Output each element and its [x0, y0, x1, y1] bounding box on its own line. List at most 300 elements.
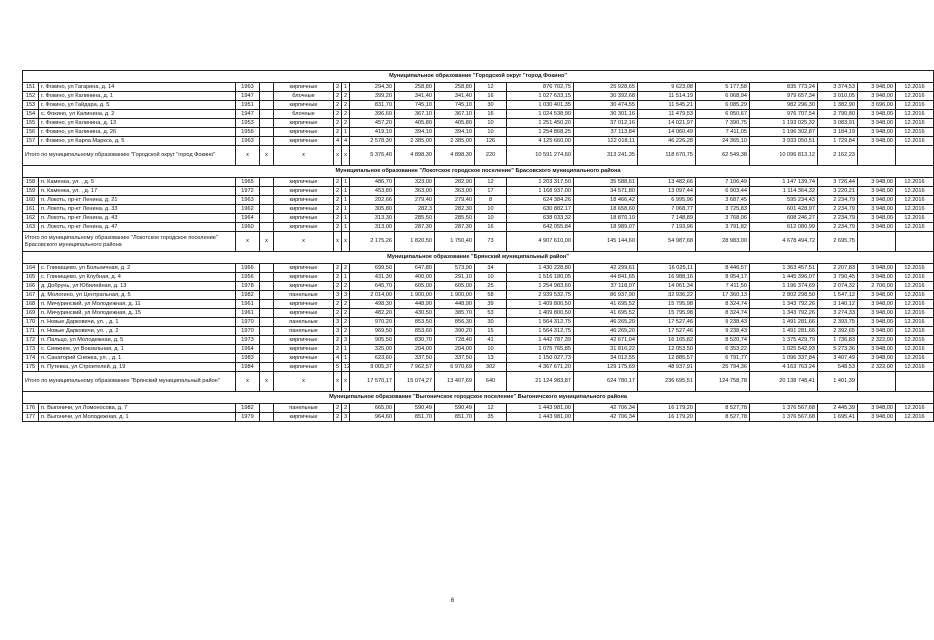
table-cell: 9 623,08: [638, 83, 696, 92]
table-cell: 1973: [236, 336, 260, 345]
table-cell: 3 407,49: [818, 354, 858, 363]
total-cell: 10 096 813,12: [750, 146, 818, 166]
table-cell: 279,40: [435, 196, 475, 205]
total-cell: 1 820,50: [395, 232, 435, 252]
table-cell: 204,00: [395, 345, 435, 354]
table-cell: 2 234,79: [818, 196, 858, 205]
table-cell: 3 696,00: [858, 101, 896, 110]
table-cell: 282,3: [395, 205, 435, 214]
table-cell: 3 948,00: [858, 83, 896, 92]
table-cell: 2: [334, 128, 342, 137]
table-cell: 3 948,00: [858, 214, 896, 223]
table-cell: 12 053,50: [638, 345, 696, 354]
table-cell: 2: [334, 214, 342, 223]
total-cell: 21 124 983,87: [507, 372, 574, 392]
total-cell: 313 241,35: [574, 146, 638, 166]
table-cell: 612 080,99: [750, 223, 818, 232]
total-cell: x: [274, 372, 334, 392]
table-cell: кирпичные: [274, 205, 334, 214]
table-cell: 16: [475, 223, 507, 232]
total-cell: x: [334, 146, 342, 166]
table-cell: 3 948,00: [858, 291, 896, 300]
table-cell: 35: [475, 413, 507, 422]
table-cell: 12.2016: [896, 83, 934, 92]
table-cell: 176: [23, 404, 39, 413]
table-cell: 3: [334, 327, 342, 336]
total-cell: [858, 146, 896, 166]
table-cell: 14 060,49: [638, 128, 696, 137]
table-cell: 154: [23, 110, 39, 119]
table-cell: 12.2016: [896, 92, 934, 101]
table-cell: 3 948,00: [858, 404, 896, 413]
table-cell: 2: [342, 119, 350, 128]
table-cell: 647,80: [395, 264, 435, 273]
table-cell: 17 527,46: [638, 327, 696, 336]
total-cell: 4 907 610,00: [507, 232, 574, 252]
table-cell: 173: [23, 345, 39, 354]
table-cell: кирпичные: [274, 264, 334, 273]
table-cell: 1963: [236, 196, 260, 205]
table-cell: 155: [23, 119, 39, 128]
table-cell: [260, 83, 274, 92]
table-cell: 156: [23, 128, 39, 137]
table-cell: 12.2016: [896, 264, 934, 273]
table-cell: 16 025,11: [638, 264, 696, 273]
table-cell: [260, 318, 274, 327]
table-cell: 41 695,52: [574, 309, 638, 318]
table-cell: кирпичные: [274, 273, 334, 282]
table-cell: панельные: [274, 327, 334, 336]
table-cell: [260, 300, 274, 309]
table-cell: кирпичные: [274, 101, 334, 110]
table-cell: 10: [475, 214, 507, 223]
table-cell: 41: [475, 336, 507, 345]
table-cell: 1 376 567,68: [750, 404, 818, 413]
table-cell: 1 025 542,93: [750, 345, 818, 354]
table-cell: [260, 363, 274, 372]
table-row: [23, 300, 934, 309]
total-cell: x: [236, 232, 260, 252]
table-cell: 42 299,61: [574, 264, 638, 273]
table-cell: 970,20: [350, 318, 395, 327]
table-cell: 25 794,36: [696, 363, 750, 372]
table-cell: 2: [334, 187, 342, 196]
table-cell: 12: [475, 178, 507, 187]
table-cell: 2: [334, 404, 342, 413]
table-cell: 9 238,43: [696, 318, 750, 327]
table-cell: 1: [342, 273, 350, 282]
section-title: Муниципальное образование "Выгоничское городское поселение" Выгоничского муниципального района: [23, 392, 934, 404]
table-cell: [260, 128, 274, 137]
table-cell: 7 106,49: [696, 178, 750, 187]
table-cell: 1982: [236, 291, 260, 300]
table-cell: 728,40: [435, 336, 475, 345]
table-cell: 1 376 567,68: [750, 413, 818, 422]
table-cell: 831,70: [350, 101, 395, 110]
table-cell: 1947: [236, 92, 260, 101]
table-cell: 12.2016: [896, 128, 934, 137]
table-cell: 405,80: [435, 119, 475, 128]
table-cell: п. Мичуринский, ул Молодежная, д. 11: [39, 300, 236, 309]
table-cell: [260, 178, 274, 187]
table-cell: 164: [23, 264, 39, 273]
table-cell: 2 207,83: [818, 264, 858, 273]
table-cell: 1951: [236, 101, 260, 110]
table-cell: 4: [342, 137, 350, 146]
total-label: Итого по муниципальному образованию "Локотское городское поселение" Брасовского муниципального района: [23, 232, 236, 252]
table-cell: 2: [334, 282, 342, 291]
table-cell: 2 385,00: [395, 137, 435, 146]
table-cell: 3 948,00: [858, 137, 896, 146]
table-cell: 1 900,00: [395, 291, 435, 300]
table-cell: 24 365,10: [696, 137, 750, 146]
table-cell: 699,50: [350, 264, 395, 273]
table-cell: 1965: [236, 178, 260, 187]
table-cell: 1960: [236, 223, 260, 232]
table-cell: 18 658,60: [574, 205, 638, 214]
table-cell: 12.2016: [896, 354, 934, 363]
table-cell: 1 695,41: [818, 413, 858, 422]
table-cell: 42 706,34: [574, 404, 638, 413]
table-cell: 385,70: [435, 309, 475, 318]
table-cell: 8: [475, 196, 507, 205]
table-cell: 608 246,27: [750, 214, 818, 223]
table-cell: 390,20: [435, 327, 475, 336]
table-cell: 5: [334, 363, 342, 372]
table-cell: 3 948,00: [858, 309, 896, 318]
table-cell: 11 545,21: [638, 101, 696, 110]
total-cell: [896, 372, 934, 392]
table-cell: 126: [475, 137, 507, 146]
table-cell: п. Новые Дарковичи, ул. , д. 2: [39, 327, 236, 336]
table-cell: 16 179,20: [638, 404, 696, 413]
table-cell: 6 068,94: [696, 92, 750, 101]
table-cell: 453,80: [350, 187, 395, 196]
table-cell: кирпичные: [274, 363, 334, 372]
total-cell: 624 780,17: [574, 372, 638, 392]
table-row: [23, 178, 934, 187]
total-row: [23, 372, 934, 392]
table-cell: 979 657,34: [750, 92, 818, 101]
table-cell: 1: [342, 354, 350, 363]
table-cell: 258,80: [435, 83, 475, 92]
table-cell: 399,20: [350, 92, 395, 101]
table-cell: 3 948,00: [858, 128, 896, 137]
table-cell: кирпичные: [274, 345, 334, 354]
table-cell: 1 443 981,00: [507, 404, 574, 413]
table-cell: 282,90: [435, 178, 475, 187]
table-cell: 2: [342, 318, 350, 327]
table-cell: г. Фокино, ул Гагарина, д. 14: [39, 83, 236, 92]
total-cell: 1 401,39: [818, 372, 858, 392]
table-cell: 1 027 633,15: [507, 92, 574, 101]
table-cell: 851,70: [395, 413, 435, 422]
table-cell: 1: [342, 196, 350, 205]
table-cell: 3 948,00: [858, 119, 896, 128]
register-table-container: [22, 70, 925, 422]
table-cell: [260, 404, 274, 413]
table-cell: 1961: [236, 309, 260, 318]
table-cell: [260, 92, 274, 101]
table-cell: 12.2016: [896, 300, 934, 309]
table-row: [23, 205, 934, 214]
table-cell: 367,10: [395, 110, 435, 119]
table-cell: 15 795,98: [638, 300, 696, 309]
table-cell: 905,50: [350, 336, 395, 345]
table-cell: 163: [23, 223, 39, 232]
table-cell: [260, 309, 274, 318]
table-cell: 25: [475, 282, 507, 291]
table-cell: 2 393,75: [818, 318, 858, 327]
table-cell: 853,60: [395, 327, 435, 336]
table-cell: 605,00: [395, 282, 435, 291]
table-cell: 1 729,84: [818, 137, 858, 146]
table-cell: [260, 223, 274, 232]
total-cell: x: [260, 232, 274, 252]
table-cell: 1 564 312,75: [507, 327, 574, 336]
total-cell: x: [274, 232, 334, 252]
table-cell: 7 193,96: [638, 223, 696, 232]
table-cell: 16 165,82: [638, 336, 696, 345]
table-cell: 37 118,07: [574, 282, 638, 291]
table-cell: [260, 187, 274, 196]
total-cell: x: [274, 146, 334, 166]
table-row: [23, 92, 934, 101]
table-cell: 3 948,00: [858, 92, 896, 101]
table-cell: 1 114 364,32: [750, 187, 818, 196]
table-cell: 12.2016: [896, 291, 934, 300]
table-cell: 457,20: [350, 119, 395, 128]
table-cell: 2 706,00: [858, 282, 896, 291]
page-number: 6: [450, 598, 455, 604]
table-cell: 18 870,10: [574, 214, 638, 223]
table-cell: 1 193 025,32: [750, 119, 818, 128]
table-cell: п. Выгоничи, ул Молодежная, д. 1: [39, 413, 236, 422]
table-cell: 34 571,80: [574, 187, 638, 196]
table-cell: 25 928,65: [574, 83, 638, 92]
table-cell: [260, 119, 274, 128]
table-cell: 8 324,74: [696, 300, 750, 309]
table-row: [23, 273, 934, 282]
table-cell: 169: [23, 309, 39, 318]
table-cell: панельные: [274, 404, 334, 413]
table-cell: 1: [342, 214, 350, 223]
table-cell: 3 791,82: [696, 223, 750, 232]
total-cell: 54 987,68: [638, 232, 696, 252]
table-cell: 177: [23, 413, 39, 422]
table-cell: 1964: [236, 214, 260, 223]
table-cell: 42 671,04: [574, 336, 638, 345]
table-cell: 3 140,12: [818, 300, 858, 309]
table-cell: 48 937,91: [638, 363, 696, 372]
table-cell: [260, 282, 274, 291]
table-cell: 1 075 765,85: [507, 345, 574, 354]
table-cell: 1 382,90: [818, 101, 858, 110]
table-cell: 2: [342, 300, 350, 309]
table-cell: 853,50: [395, 318, 435, 327]
table-cell: 3: [334, 291, 342, 300]
table-cell: 12.2016: [896, 345, 934, 354]
table-cell: 2 322,00: [858, 363, 896, 372]
table-cell: 2: [334, 223, 342, 232]
table-cell: 12.2016: [896, 187, 934, 196]
table-row: [23, 282, 934, 291]
table-cell: 16 988,16: [638, 273, 696, 282]
table-cell: 3 948,00: [858, 178, 896, 187]
table-cell: [260, 336, 274, 345]
table-cell: 3 948,00: [858, 413, 896, 422]
table-cell: 1 430 228,80: [507, 264, 574, 273]
table-cell: 14 021,97: [638, 119, 696, 128]
total-cell: 20 138 748,41: [750, 372, 818, 392]
table-cell: 12.2016: [896, 309, 934, 318]
table-cell: 976 707,54: [750, 110, 818, 119]
table-cell: кирпичные: [274, 128, 334, 137]
table-cell: 313,00: [350, 223, 395, 232]
total-cell: x: [260, 372, 274, 392]
table-cell: 2 445,39: [818, 404, 858, 413]
table-cell: [260, 291, 274, 300]
table-row: [23, 363, 934, 372]
section-header: [23, 392, 934, 404]
table-cell: 12.2016: [896, 223, 934, 232]
table-cell: 170: [23, 318, 39, 327]
table-cell: 3 725,83: [696, 205, 750, 214]
table-cell: 3 220,21: [818, 187, 858, 196]
table-cell: 4: [334, 137, 342, 146]
total-row: [23, 146, 934, 166]
table-cell: 3 948,00: [858, 345, 896, 354]
table-cell: 430,50: [395, 309, 435, 318]
table-cell: [260, 205, 274, 214]
table-cell: 2 802 298,50: [750, 291, 818, 300]
table-cell: 3: [342, 336, 350, 345]
table-cell: 1966: [236, 264, 260, 273]
table-cell: кирпичные: [274, 178, 334, 187]
table-cell: [260, 137, 274, 146]
table-cell: 8 520,74: [696, 336, 750, 345]
table-cell: 431,30: [350, 273, 395, 282]
section-header: [23, 71, 934, 83]
table-cell: г. Фокино, ул Калинина, д. 13: [39, 119, 236, 128]
table-cell: 46 226,28: [638, 137, 696, 146]
table-cell: 12.2016: [896, 404, 934, 413]
table-cell: 3 687,45: [696, 196, 750, 205]
table-cell: д. Мологино, ул Центральная, д. 5: [39, 291, 236, 300]
table-cell: 3 726,44: [818, 178, 858, 187]
total-cell: x: [334, 372, 342, 392]
table-cell: 1 547,12: [818, 291, 858, 300]
table-cell: 287,30: [395, 223, 435, 232]
table-cell: 32 936,22: [638, 291, 696, 300]
table-cell: 12: [342, 363, 350, 372]
total-cell: x: [342, 372, 350, 392]
table-cell: 12.2016: [896, 327, 934, 336]
table-cell: [260, 264, 274, 273]
table-cell: 3: [342, 413, 350, 422]
table-cell: 1 442 787,39: [507, 336, 574, 345]
table-cell: 856,30: [435, 318, 475, 327]
table-cell: [260, 327, 274, 336]
table-cell: 2 234,79: [818, 214, 858, 223]
table-cell: 11 479,53: [638, 110, 696, 119]
table-cell: 638 033,32: [507, 214, 574, 223]
table-cell: 204,00: [435, 345, 475, 354]
table-cell: 1 203 317,50: [507, 178, 574, 187]
table-cell: 175: [23, 363, 39, 372]
total-cell: x: [334, 232, 342, 252]
table-cell: 363,00: [435, 187, 475, 196]
table-cell: 35 588,61: [574, 178, 638, 187]
table-cell: 1: [342, 83, 350, 92]
table-cell: 6 085,29: [696, 101, 750, 110]
table-cell: 1983: [236, 354, 260, 363]
table-cell: 166: [23, 282, 39, 291]
table-cell: [260, 196, 274, 205]
total-cell: [896, 146, 934, 166]
table-cell: 1 024 538,90: [507, 110, 574, 119]
total-cell: [858, 232, 896, 252]
table-cell: 294,30: [350, 83, 395, 92]
table-cell: 13: [475, 354, 507, 363]
table-cell: 17: [475, 187, 507, 196]
table-cell: 2: [334, 119, 342, 128]
table-cell: 1: [342, 187, 350, 196]
table-row: [23, 291, 934, 300]
table-cell: 1962: [236, 205, 260, 214]
table-cell: кирпичные: [274, 309, 334, 318]
table-cell: 30 474,55: [574, 101, 638, 110]
table-cell: г. Фокино, ул Калинина, д. 1: [39, 92, 236, 101]
total-cell: 4 898,30: [395, 146, 435, 166]
table-cell: 9 005,37: [350, 363, 395, 372]
table-cell: 448,90: [395, 300, 435, 309]
total-label: Итого по муниципальному образованию "Брянский муниципальный район": [23, 372, 236, 392]
total-cell: 2 162,23: [818, 146, 858, 166]
table-cell: 1 491 281,66: [750, 327, 818, 336]
table-cell: г. Фокино, ул Калинина, д. 26: [39, 128, 236, 137]
table-cell: 3 948,00: [858, 318, 896, 327]
table-cell: 3 948,00: [858, 187, 896, 196]
table-cell: 1956: [236, 128, 260, 137]
table-cell: 548,53: [818, 363, 858, 372]
table-cell: 2 392,65: [818, 327, 858, 336]
table-cell: 157: [23, 137, 39, 146]
total-cell: 10 591 274,60: [507, 146, 574, 166]
table-cell: с. Фокино, ул Калинина, д. 2: [39, 110, 236, 119]
table-cell: 2 234,79: [818, 205, 858, 214]
table-cell: 1 168 937,00: [507, 187, 574, 196]
table-cell: 2: [334, 309, 342, 318]
table-cell: кирпичные: [274, 300, 334, 309]
table-cell: 605,00: [435, 282, 475, 291]
table-row: [23, 119, 934, 128]
table-cell: 1 363 457,51: [750, 264, 818, 273]
table-row: [23, 264, 934, 273]
table-cell: 31 816,22: [574, 345, 638, 354]
table-cell: 2: [342, 327, 350, 336]
total-cell: 4 678 494,72: [750, 232, 818, 252]
table-body: [23, 71, 934, 422]
table-cell: 18 466,42: [574, 196, 638, 205]
table-cell: 665,00: [350, 404, 395, 413]
table-cell: 1963: [236, 137, 260, 146]
table-cell: 12.2016: [896, 178, 934, 187]
table-cell: 394,10: [435, 128, 475, 137]
table-cell: 1956: [236, 273, 260, 282]
table-cell: 12.2016: [896, 282, 934, 291]
total-cell: 62 549,38: [696, 146, 750, 166]
